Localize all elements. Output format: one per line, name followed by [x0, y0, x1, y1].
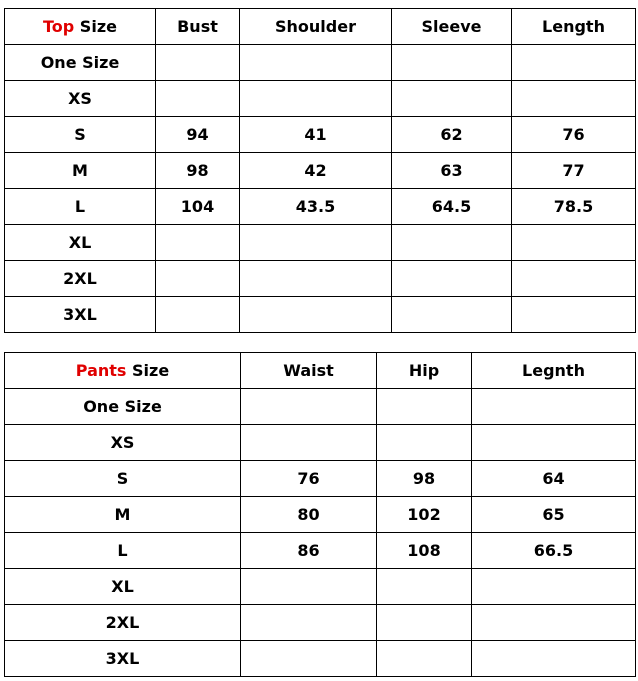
table-row [5, 569, 636, 605]
top-measurement-cell [392, 297, 512, 333]
pants-measurement-cell [241, 641, 377, 677]
top-measurement-cell [392, 81, 512, 117]
pants-size-label: XS [5, 425, 241, 461]
table-row [5, 261, 636, 297]
pants-title-accent: Pants [75, 361, 127, 380]
table-row [5, 533, 636, 569]
table-row [5, 81, 636, 117]
table-row [5, 225, 636, 261]
table-row [5, 605, 636, 641]
top-measurement-cell: 104 [156, 189, 240, 225]
pants-table-title [5, 353, 241, 389]
pants-measurement-cell: 102 [377, 497, 472, 533]
pants-table-header-row [5, 353, 636, 389]
top-measurement-cell: 62 [392, 117, 512, 153]
top-measurement-cell [156, 297, 240, 333]
top-measurement-cell: 64.5 [392, 189, 512, 225]
column-header-legnth: Legnth [472, 353, 636, 389]
pants-measurement-cell [377, 605, 472, 641]
table-row [5, 45, 636, 81]
pants-measurement-cell: 98 [377, 461, 472, 497]
pants-measurement-cell [472, 425, 636, 461]
column-header-hip: Hip [377, 353, 472, 389]
pants-measurement-cell [377, 569, 472, 605]
top-measurement-cell: 98 [156, 153, 240, 189]
top-size-label: 2XL [5, 261, 156, 297]
top-size-label: One Size [5, 45, 156, 81]
column-header-bust: Bust [156, 9, 240, 45]
pants-size-label: S [5, 461, 241, 497]
top-measurement-cell: 76 [512, 117, 636, 153]
pants-size-label: L [5, 533, 241, 569]
pants-measurement-cell: 64 [472, 461, 636, 497]
top-measurement-cell: 42 [240, 153, 392, 189]
table-row [5, 117, 636, 153]
pants-measurement-cell: 66.5 [472, 533, 636, 569]
column-header-waist: Waist [241, 353, 377, 389]
pants-title-rest: Size [126, 361, 170, 380]
pants-measurement-cell [377, 641, 472, 677]
pants-size-label: 2XL [5, 605, 241, 641]
top-measurement-cell: 94 [156, 117, 240, 153]
top-size-table-body [5, 9, 636, 333]
pants-measurement-cell: 86 [241, 533, 377, 569]
table-row [5, 641, 636, 677]
top-table-header-row [5, 9, 636, 45]
top-measurement-cell [512, 45, 636, 81]
top-measurement-cell [392, 225, 512, 261]
pants-size-table [4, 352, 636, 677]
top-measurement-cell [240, 297, 392, 333]
pants-measurement-cell [472, 641, 636, 677]
table-row [5, 189, 636, 225]
top-measurement-cell [512, 225, 636, 261]
top-measurement-cell [392, 45, 512, 81]
pants-measurement-cell [377, 425, 472, 461]
pants-measurement-cell [241, 425, 377, 461]
column-header-sleeve: Sleeve [392, 9, 512, 45]
top-size-label: 3XL [5, 297, 156, 333]
table-row [5, 461, 636, 497]
top-title-accent: Top [43, 17, 75, 36]
table-row [5, 497, 636, 533]
top-size-label: S [5, 117, 156, 153]
top-measurement-cell [156, 81, 240, 117]
top-measurement-cell: 77 [512, 153, 636, 189]
top-measurement-cell: 63 [392, 153, 512, 189]
pants-measurement-cell [241, 389, 377, 425]
column-header-shoulder: Shoulder [240, 9, 392, 45]
pants-measurement-cell [472, 605, 636, 641]
top-measurement-cell [512, 261, 636, 297]
top-measurement-cell [240, 225, 392, 261]
top-measurement-cell [156, 45, 240, 81]
top-size-label: XS [5, 81, 156, 117]
top-measurement-cell [156, 225, 240, 261]
top-measurement-cell [240, 45, 392, 81]
top-measurement-cell: 43.5 [240, 189, 392, 225]
pants-measurement-cell: 80 [241, 497, 377, 533]
pants-size-table-body [5, 353, 636, 677]
pants-measurement-cell [472, 569, 636, 605]
pants-measurement-cell: 108 [377, 533, 472, 569]
pants-size-label: 3XL [5, 641, 241, 677]
top-size-label: M [5, 153, 156, 189]
top-measurement-cell [512, 297, 636, 333]
pants-size-label: One Size [5, 389, 241, 425]
pants-measurement-cell [377, 389, 472, 425]
top-size-label: L [5, 189, 156, 225]
table-row [5, 425, 636, 461]
pants-measurement-cell [241, 569, 377, 605]
top-measurement-cell [240, 81, 392, 117]
pants-measurement-cell: 65 [472, 497, 636, 533]
pants-size-label: M [5, 497, 241, 533]
top-measurement-cell: 78.5 [512, 189, 636, 225]
pants-measurement-cell [472, 389, 636, 425]
pants-size-label: XL [5, 569, 241, 605]
top-measurement-cell [156, 261, 240, 297]
top-measurement-cell [392, 261, 512, 297]
top-table-title [5, 9, 156, 45]
top-measurement-cell: 41 [240, 117, 392, 153]
table-row [5, 153, 636, 189]
top-title-rest: Size [74, 17, 117, 36]
top-size-label: XL [5, 225, 156, 261]
column-header-length: Length [512, 9, 636, 45]
table-row [5, 297, 636, 333]
pants-measurement-cell [241, 605, 377, 641]
pants-measurement-cell: 76 [241, 461, 377, 497]
top-measurement-cell [512, 81, 636, 117]
top-measurement-cell [240, 261, 392, 297]
top-size-table [4, 8, 636, 333]
table-row [5, 389, 636, 425]
